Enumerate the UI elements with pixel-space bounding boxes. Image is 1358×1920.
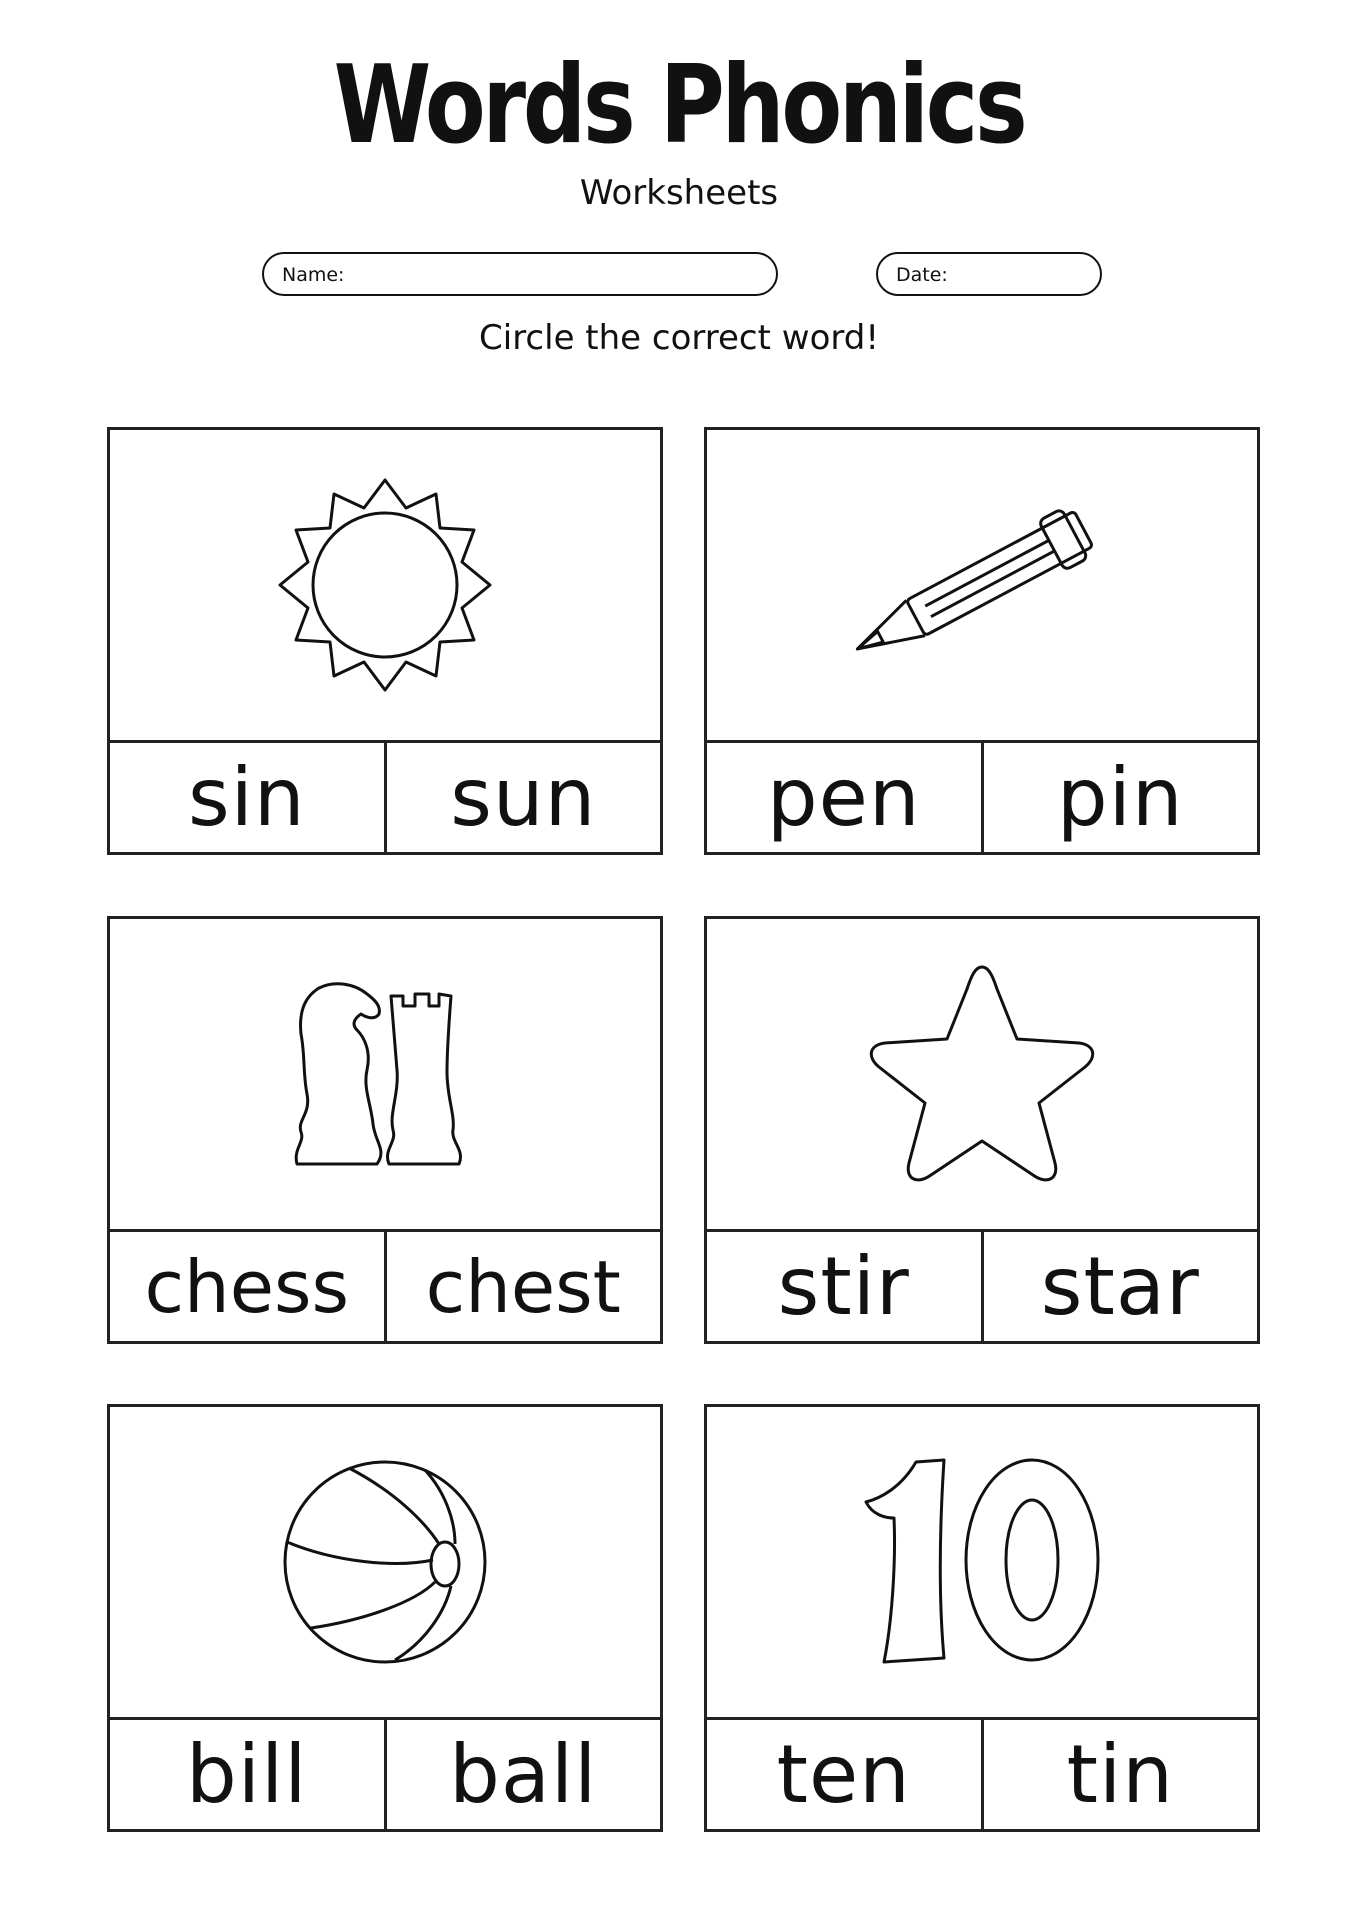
date-field[interactable] [876, 252, 1102, 296]
card-sun [107, 427, 663, 855]
word-option[interactable]: tin [981, 1720, 1258, 1829]
word-option[interactable]: sin [187, 751, 306, 844]
word-option[interactable]: ten [776, 1728, 911, 1821]
instruction-text: Circle the correct word! [479, 318, 879, 358]
word-option[interactable]: sun [384, 743, 661, 852]
word-option[interactable]: pin [981, 743, 1258, 852]
word-option[interactable]: star [981, 1232, 1258, 1341]
name-field[interactable] [262, 252, 778, 296]
card-star [704, 916, 1260, 1344]
page-subtitle: Worksheets [579, 173, 779, 213]
chess-pieces-icon [110, 919, 660, 1232]
sun-icon [110, 430, 660, 743]
card-ten [704, 1404, 1260, 1832]
name-label: Name: [282, 264, 345, 286]
word-option[interactable]: stir [777, 1240, 910, 1333]
word-option[interactable]: chess [144, 1244, 350, 1329]
card-pencil [704, 427, 1260, 855]
word-option[interactable]: bill [186, 1728, 308, 1821]
pencil-icon [707, 430, 1257, 743]
word-option[interactable]: chest [384, 1232, 661, 1341]
star-icon [707, 919, 1257, 1232]
date-label: Date: [896, 264, 948, 286]
page-title: Words Phonics [333, 43, 1025, 168]
card-chess [107, 916, 663, 1344]
word-option[interactable]: ball [384, 1720, 661, 1829]
word-option[interactable]: pen [766, 751, 921, 844]
number-ten-icon [707, 1407, 1257, 1720]
card-ball [107, 1404, 663, 1832]
ball-icon [110, 1407, 660, 1720]
